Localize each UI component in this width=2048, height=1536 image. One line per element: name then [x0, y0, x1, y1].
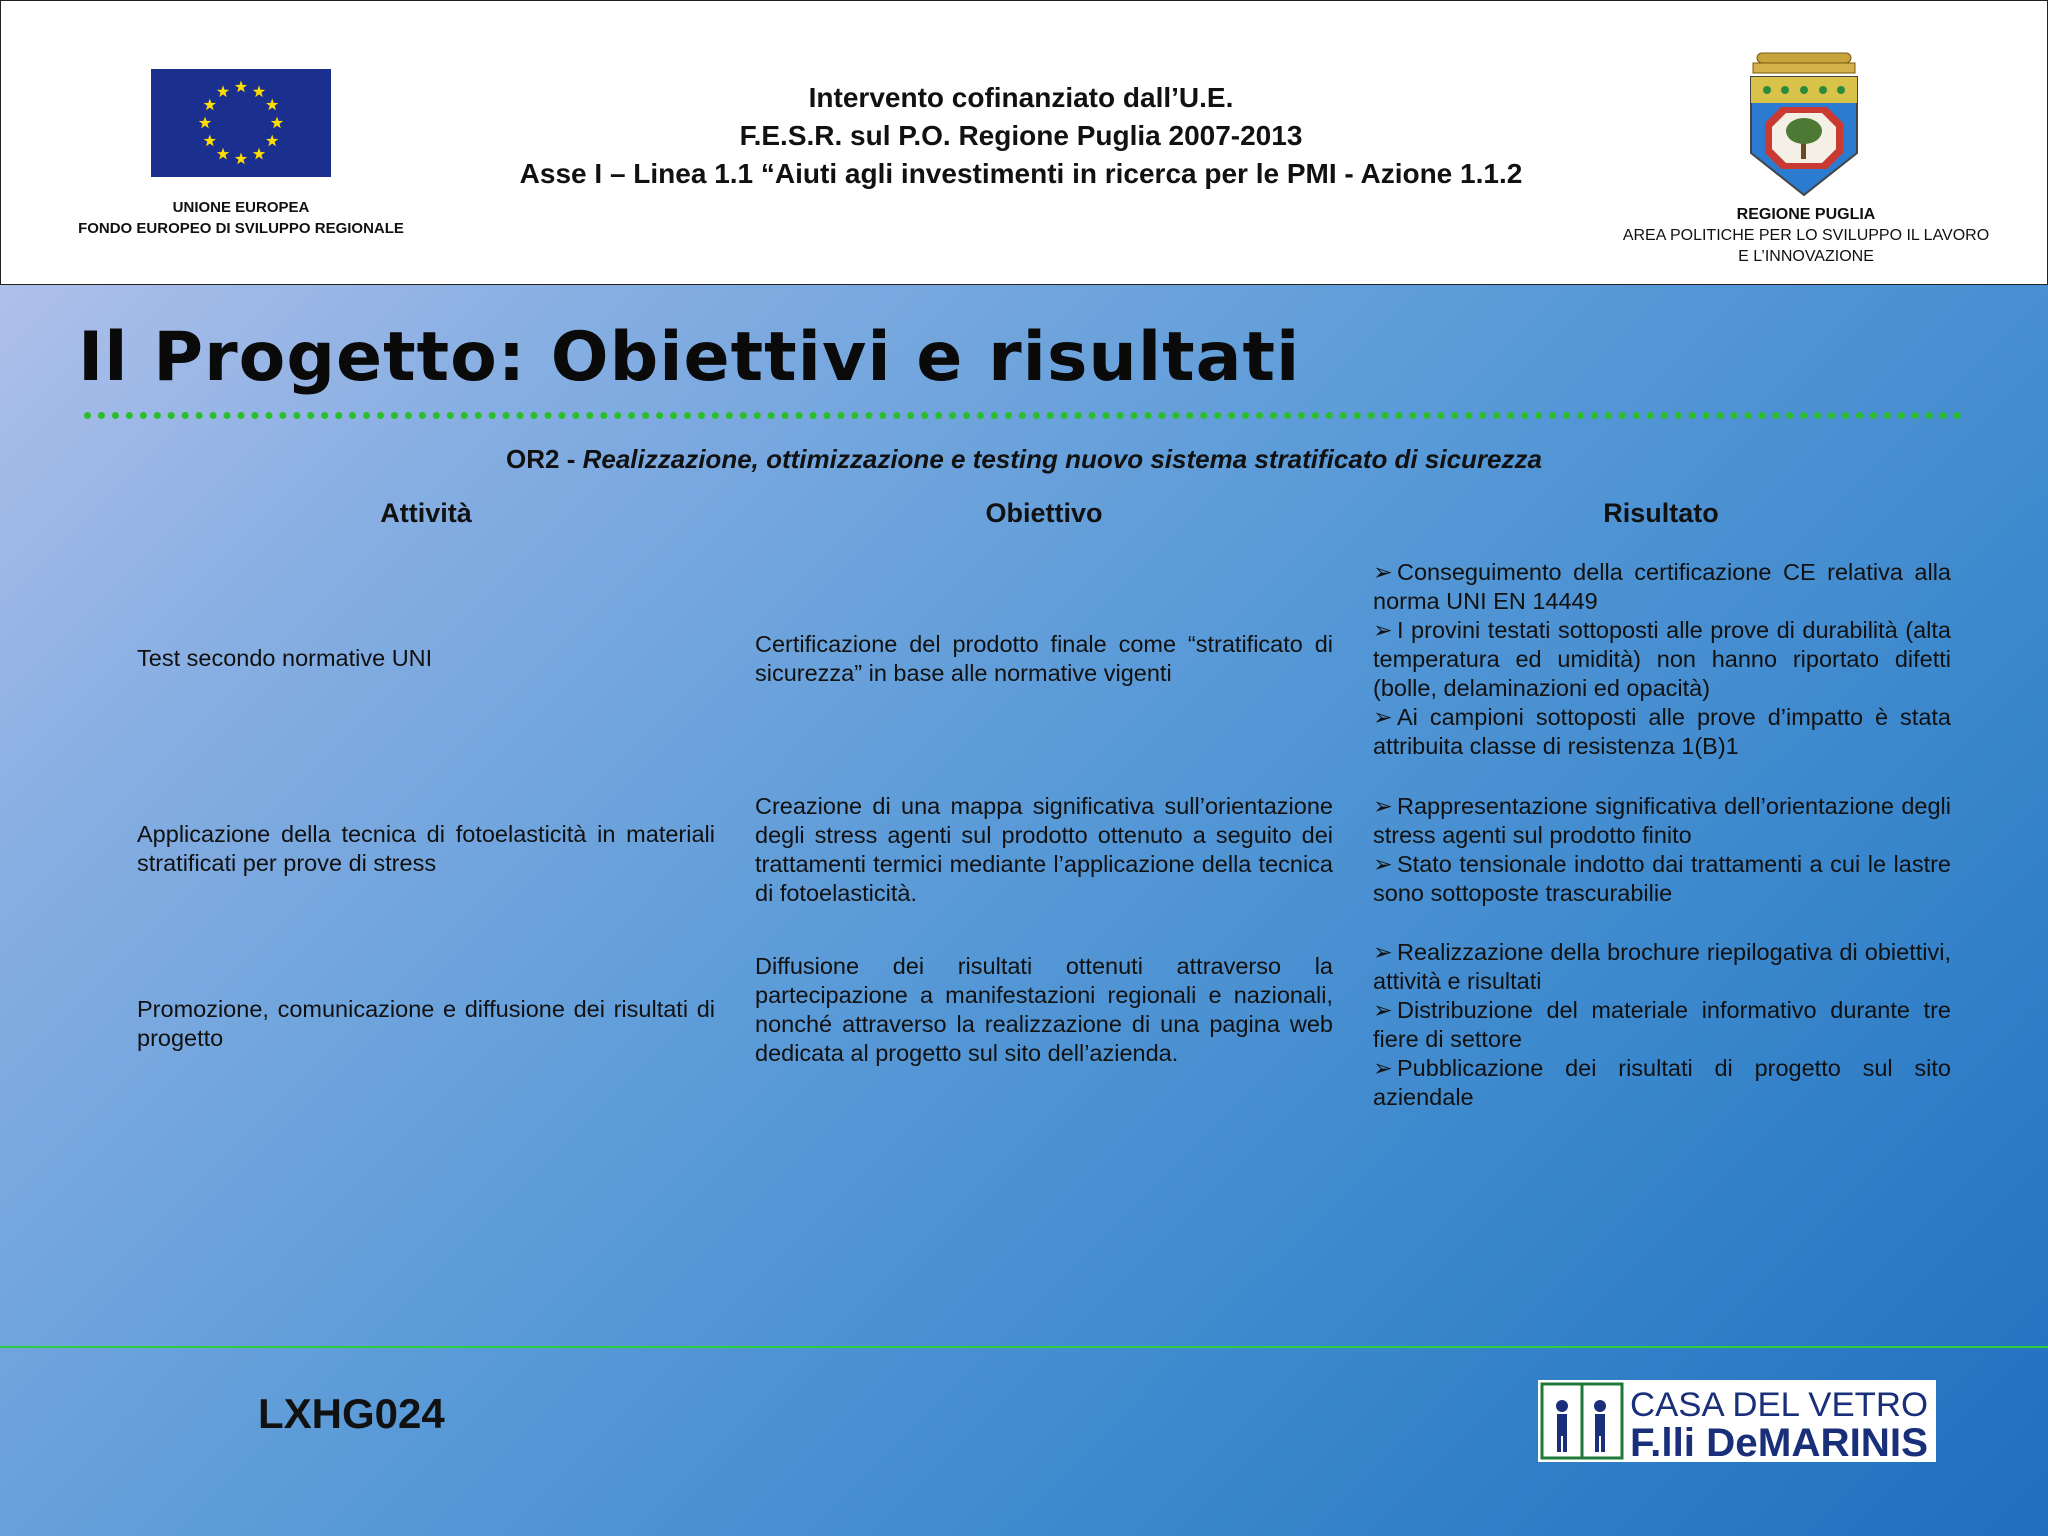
subtitle-text: Realizzazione, ottimizzazione e testing nuovo sistema stratificato di sicurezza	[582, 444, 1542, 474]
slide-subtitle	[0, 444, 2048, 475]
activity-cell: Test secondo normative UNI	[137, 645, 433, 671]
eu-caption-line: FONDO EUROPEO DI SVILUPPO REGIONALE	[78, 220, 404, 237]
arrow-bullet-icon: ➢	[1373, 617, 1393, 643]
dotted-divider	[84, 412, 1962, 419]
subtitle-code: OR2 -	[506, 444, 583, 474]
header-line: Asse I – Linea 1.1 “Aiuti agli investimenti in ricerca per le PMI - Azione 1.1.2	[519, 158, 1523, 189]
result-item: ➢ Rappresentazione significativa dell’orientazione degli stress agenti sul prodotto finito	[1373, 793, 1951, 848]
column-header-activity: Attività	[380, 498, 472, 528]
result-cell	[1373, 558, 1951, 761]
arrow-bullet-icon: ➢	[1373, 704, 1393, 730]
arrow-bullet-icon: ➢	[1373, 997, 1393, 1023]
arrow-bullet-icon: ➢	[1373, 793, 1393, 819]
footer-divider	[0, 1346, 2048, 1348]
regione-puglia-crest-logo	[1743, 49, 1865, 197]
header-line: F.E.S.R. sul P.O. Regione Puglia 2007-2013	[739, 120, 1303, 151]
header-line: Intervento cofinanziato dall’U.E.	[808, 82, 1234, 113]
result-item: ➢ Pubblicazione dei risultati di progetto sul sito aziendale	[1373, 1055, 1951, 1110]
activity-cell: Applicazione della tecnica di fotoelasticità in materiali stratificati per prove di stress	[137, 821, 715, 876]
result-cell	[1373, 792, 1951, 908]
region-name: REGIONE PUGLIA	[1736, 206, 1876, 223]
eu-flag-logo	[151, 69, 331, 177]
eu-caption	[41, 197, 441, 239]
arrow-bullet-icon: ➢	[1373, 559, 1393, 585]
result-item: ➢ Conseguimento della certificazione CE relativa alla norma UNI EN 14449	[1373, 559, 1951, 614]
arrow-bullet-icon: ➢	[1373, 851, 1393, 877]
column-header-objective: Obiettivo	[985, 498, 1103, 528]
casa-del-vetro-logo	[1538, 1380, 1936, 1462]
result-item: ➢ Stato tensionale indotto dai trattamenti a cui le lastre sono sottoposte trascurabilie	[1373, 851, 1951, 906]
slide-title: Il Progetto: Obiettivi e risultati	[78, 318, 1301, 397]
cofinancing-header	[0, 0, 2048, 285]
result-item: ➢ Ai campioni sottoposti alle prove d’impatto è stata attribuita classe di resistenza 1(B)1	[1373, 704, 1951, 759]
eu-caption-line: UNIONE EUROPEA	[172, 199, 310, 216]
objective-cell: Creazione di una mappa significativa sull’orientazione degli stress agenti sul prodotto ottenuto a seguito dei trattamenti termici mediante l’applicazione della tecnica di fotoelasticità.	[755, 793, 1333, 906]
region-line: E L’INNOVAZIONE	[1738, 248, 1874, 265]
activity-cell: Promozione, comunicazione e diffusione dei risultati di progetto	[137, 996, 715, 1051]
region-caption	[1581, 204, 2031, 267]
result-item: ➢ I provini testati sottoposti alle prove di durabilità (alta temperatura ed umidità) non hanno riportato difetti (bolle, delaminazioni ed opacità)	[1373, 617, 1951, 701]
result-item: ➢ Realizzazione della brochure riepilogativa di obiettivi, attività e risultati	[1373, 939, 1951, 994]
logo-bottom-text: F.lli DeMARINIS	[1630, 1421, 1927, 1462]
column-header-result: Risultato	[1603, 498, 1719, 528]
objective-cell: Diffusione dei risultati ottenuti attraverso la partecipazione a manifestazioni regionali e nazionali, nonché attraverso la realizzazione di una pagina web dedicata al progetto sul sito dell’azienda.	[755, 953, 1333, 1066]
arrow-bullet-icon: ➢	[1373, 939, 1393, 965]
objective-cell: Certificazione del prodotto finale come “stratificato di sicurezza” in base alle normative vigenti	[755, 631, 1333, 686]
region-line: AREA POLITICHE PER LO SVILUPPO IL LAVORO	[1622, 227, 1990, 244]
logo-top-text: CASA DEL VETRO	[1630, 1386, 1928, 1424]
result-cell	[1373, 938, 1951, 1112]
header-center-text	[421, 79, 1621, 193]
result-item: ➢ Distribuzione del materiale informativo durante tre fiere di settore	[1373, 997, 1951, 1052]
project-code: LXHG024	[258, 1390, 445, 1437]
arrow-bullet-icon: ➢	[1373, 1055, 1393, 1081]
